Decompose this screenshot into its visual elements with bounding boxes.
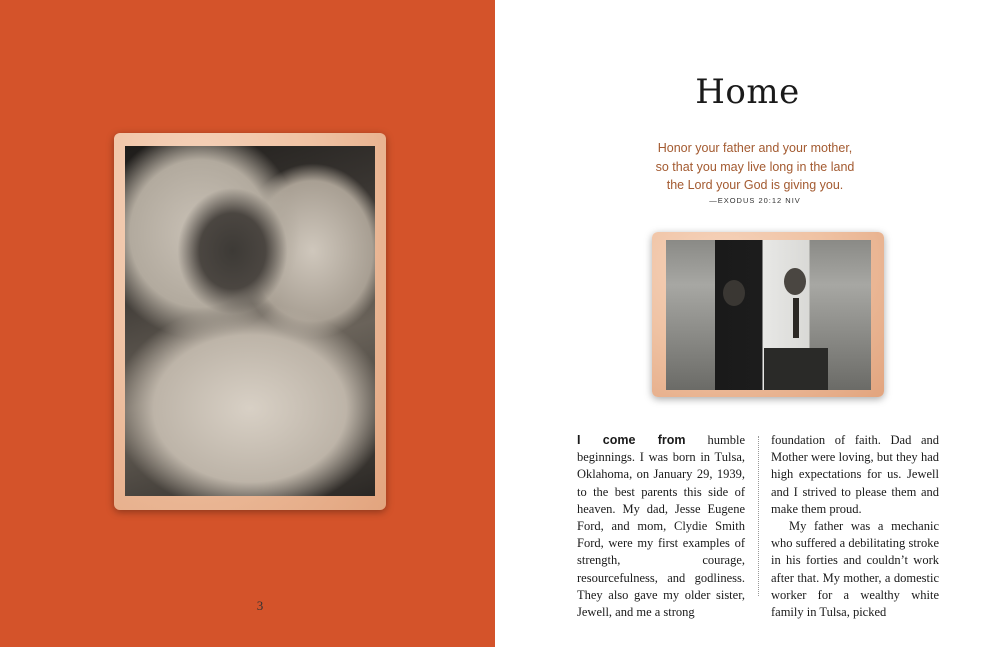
column-divider [758, 436, 759, 596]
epigraph-source: —EXODUS 20:12 NIV [709, 196, 801, 205]
father-trousers [764, 348, 828, 390]
lead-in-text: I come from [577, 433, 686, 447]
epigraph-line: so that you may live long in the land [655, 159, 855, 174]
text-column-right [771, 432, 939, 621]
body-text: humble beginnings. I was born in Tulsa, Oklahoma, on January 29, 1939, to the best parents this side of heaven. My dad, Jesse Eugene Ford, and mom, Clydie Smith Ford, were my first examples of strength, courage, resourcefulness, and godliness. They also gave my older sister, Jewell, and me a strong [577, 433, 745, 620]
left-page-background [0, 0, 495, 647]
text-column-left [577, 432, 745, 621]
baby-photo [125, 146, 375, 496]
page-number: 3 [256, 598, 264, 613]
body-paragraph: My father was a mechanic who suffered a debilitating stroke in his forties and couldn’t work after that. My mother, a domestic worker for a wealthy white family in Tulsa, picked [771, 519, 939, 620]
epigraph-line: the Lord your God is giving you. [666, 178, 844, 192]
epigraph-line: Honor your father and your mother, [657, 141, 853, 155]
father-tie [793, 298, 799, 338]
baby-photo-frame [114, 133, 386, 510]
parents-photo [666, 240, 871, 390]
mother-figure [723, 280, 745, 306]
chapter-title: Home [695, 72, 800, 112]
father-figure [784, 268, 806, 295]
body-paragraph: foundation of faith. Dad and Mother were loving, but they had high expectations for us. Jewell and I strived to please them and make them proud. [771, 433, 939, 516]
parents-photo-frame [652, 232, 884, 397]
epigraph [495, 139, 1000, 195]
body-paragraph [577, 432, 745, 621]
